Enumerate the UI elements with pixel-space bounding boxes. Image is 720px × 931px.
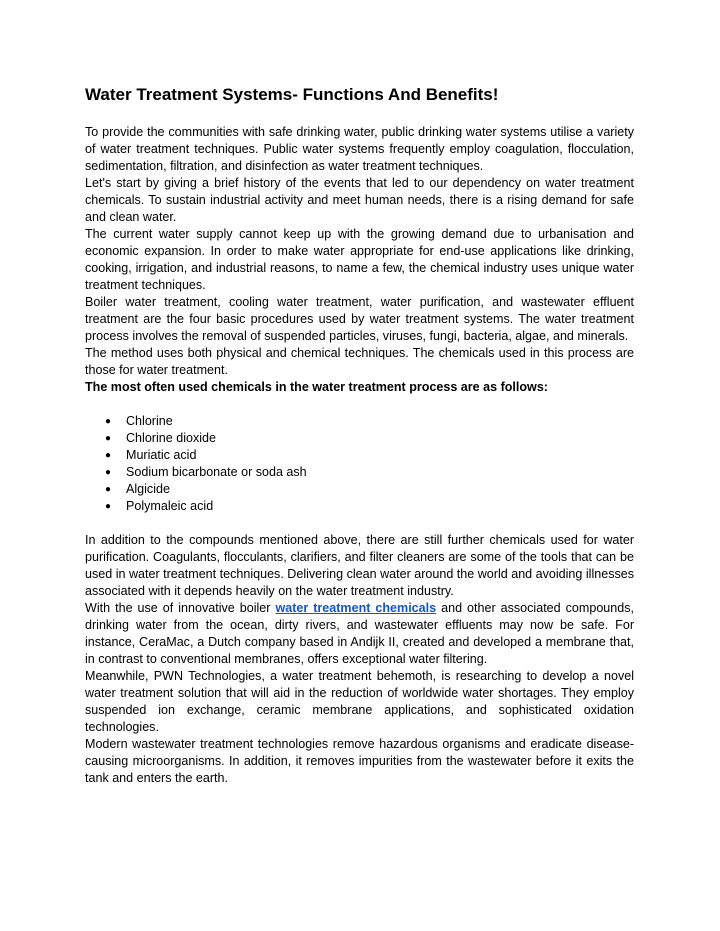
bullet-icon: ● bbox=[105, 416, 112, 427]
list-item-label: Chlorine dioxide bbox=[126, 431, 216, 445]
list-item bbox=[85, 481, 634, 498]
document-title: Water Treatment Systems- Functions And Benefits! bbox=[85, 85, 499, 104]
demand-paragraph: The current water supply cannot keep up with the growing demand due to urbanisation and economic expansion. In order to make water appropriate for end-use applications like drinking, cooking, irrigation, and industrial reasons, to name a few, the chemical industry uses unique water treatment techniques. bbox=[85, 227, 634, 292]
procedures-paragraph: Boiler water treatment, cooling water treatment, water purification, and wastewater effluent treatment are the four basic procedures used by water treatment systems. The water treatment process involves the removal of suspended particles, viruses, fungi, bacteria, algae, and minerals. bbox=[85, 295, 634, 343]
chemicals-list bbox=[85, 413, 634, 515]
additional-chemicals-paragraph: In addition to the compounds mentioned above, there are still further chemicals used for water purification. Coagulants, flocculants, clarifiers, and filter cleaners are some of the tools that can be used in water treatment techniques. Delivering clean water around the world and avoiding illnesses associated with it depends heavily on the water treatment industry. bbox=[85, 533, 634, 598]
pwn-paragraph: Meanwhile, PWN Technologies, a water treatment behemoth, is researching to develop a novel water treatment solution that will aid in the reduction of worldwide water shortages. They employ suspended ion exchange, ceramic membrane applications, and sophisticated oxidation technologies. bbox=[85, 669, 634, 734]
innovative-boiler-paragraph bbox=[85, 600, 634, 668]
bullet-icon: ● bbox=[105, 433, 112, 444]
list-item bbox=[85, 447, 634, 464]
list-item-label: Muriatic acid bbox=[126, 448, 197, 462]
bullet-icon: ● bbox=[105, 501, 112, 512]
bullet-icon: ● bbox=[105, 484, 112, 495]
method-paragraph: The method uses both physical and chemical techniques. The chemicals used in this process are those for water treatment. bbox=[85, 346, 634, 377]
link-paragraph-before: With the use of innovative boiler bbox=[85, 601, 276, 615]
intro-paragraph: To provide the communities with safe drinking water, public drinking water systems utilise a variety of water treatment techniques. Public water systems frequently employ coagulation, flocculation, sedimentation, filtration, and disinfection as water treatment techniques. bbox=[85, 125, 634, 173]
bullet-icon: ● bbox=[105, 467, 112, 478]
list-item-label: Chlorine bbox=[126, 414, 173, 428]
list-item-label: Polymaleic acid bbox=[126, 499, 214, 513]
list-item-label: Algicide bbox=[126, 482, 170, 496]
list-item-label: Sodium bicarbonate or soda ash bbox=[126, 465, 307, 479]
list-item bbox=[85, 430, 634, 447]
water-treatment-chemicals-link[interactable]: water treatment chemicals bbox=[275, 601, 437, 615]
list-heading: The most often used chemicals in the water treatment process are as follows: bbox=[85, 380, 548, 394]
link-paragraph-after: and other associated compounds, drinking water from the ocean, dirty rivers, and wastewater effluents may now be safe. For instance, CeraMac, a Dutch company based in Andijk II, created and developed a membrane that, in contrast to conventional membranes, offers exceptional water filtering. bbox=[85, 601, 634, 666]
final-paragraph: Modern wastewater treatment technologies remove hazardous organisms and eradicate disease-causing microorganisms. In addition, it removes impurities from the wastewater before it exits the tank and enters the earth. bbox=[85, 737, 634, 785]
list-item bbox=[85, 464, 634, 481]
bullet-icon: ● bbox=[105, 450, 112, 461]
list-item bbox=[85, 413, 634, 430]
document-page bbox=[85, 84, 634, 787]
list-item bbox=[85, 498, 634, 515]
history-paragraph: Let's start by giving a brief history of the events that led to our dependency on water treatment chemicals. To sustain industrial activity and meet human needs, there is a rising demand for safe and clean water. bbox=[85, 176, 634, 224]
